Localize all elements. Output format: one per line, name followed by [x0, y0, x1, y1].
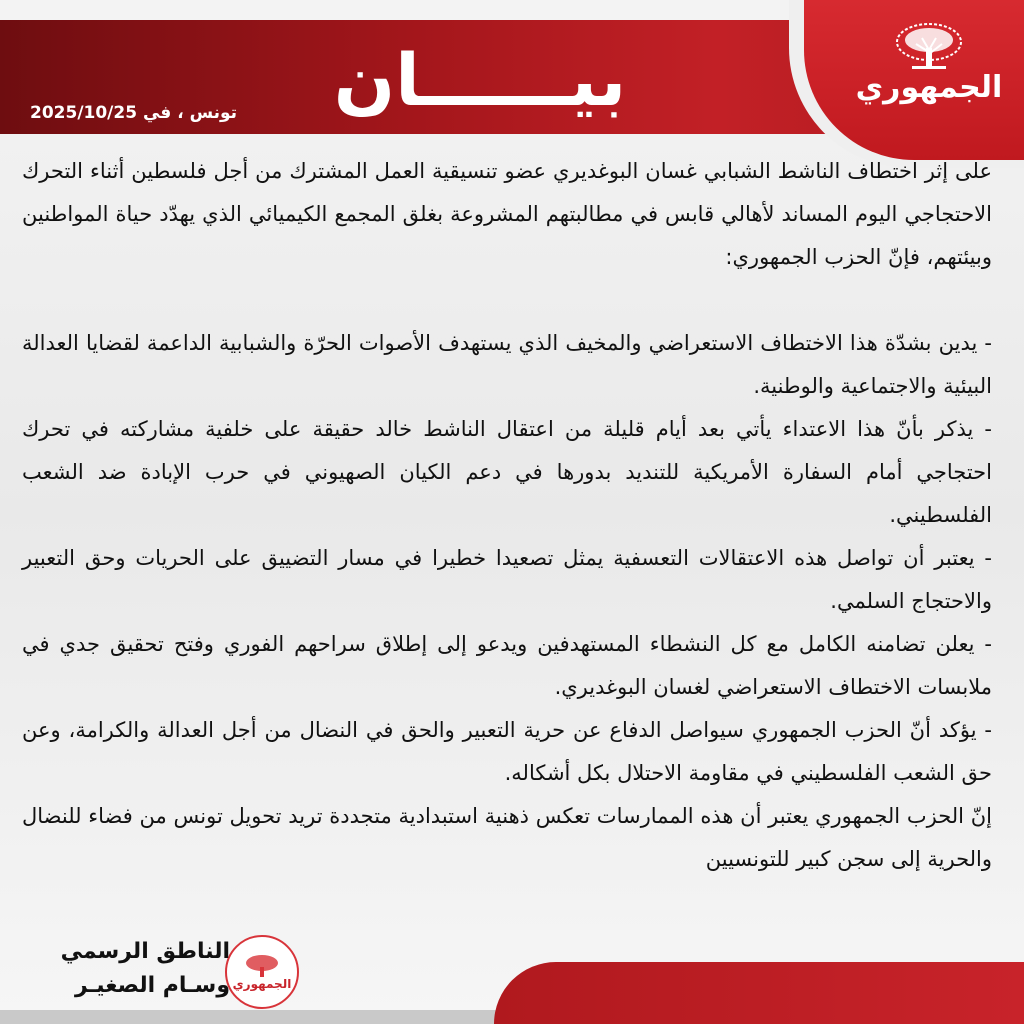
signature-block — [50, 935, 230, 1005]
footer-red-bar — [494, 962, 1024, 1024]
statement-point: - يعتبر أن تواصل هذه الاعتقالات التعسفية يمثل تصعيدا خطيرا في مسار التضييق على الحريات وحق التعبير والاحتجاج السلمي. — [22, 546, 992, 613]
tree-icon — [894, 22, 964, 72]
statement-point: - يؤكد أنّ الحزب الجمهوري سيواصل الدفاع عن حرية التعبير والحق في النضال من أجل العدالة والكرامة، وعن حق الشعب الفلسطيني في مقاومة الاحتلال بكل أشكاله. — [22, 718, 992, 785]
footer-gray-bar — [0, 1010, 560, 1024]
signature-name: وسـام الصغيـر — [75, 973, 230, 998]
statement-date: تونس ، في 2025/10/25 — [30, 103, 238, 123]
stamp-text: الجمهوري — [232, 977, 292, 991]
statement-point: - يدين بشدّة هذا الاختطاف الاستعراضي والمخيف الذي يستهدف الأصوات الحرّة والشبابية الداعمة لقضايا العدالة البيئية والاجتماعية والوطنية. — [22, 331, 992, 398]
tree-icon — [242, 953, 282, 979]
statement-body — [22, 150, 992, 910]
closing-paragraph: إنّ الحزب الجمهوري يعتبر أن هذه الممارسات تعكس ذهنية استبدادية متجددة تريد تحويل تونس من فضاء للنضال والحرية إلى سجن كبير للتونسيين — [22, 804, 992, 871]
intro-paragraph: على إثر اختطاف الناشط الشبابي غسان البوغديري عضو تنسيقية العمل المشترك من أجل فلسطين أثناء التحرك الاحتجاجي اليوم المساند لأهالي قابس في مطالبتهم المشروعة بغلق المجمع الكيميائي الذي يهدّد حياة المواطنين وبيئتهم، فإنّ الحزب الجمهوري: — [22, 159, 992, 269]
paragraph-spacer — [22, 279, 992, 322]
logo-text: الجمهوري — [855, 70, 1003, 105]
statement-point: - يعلن تضامنه الكامل مع كل النشطاء المستهدفين ويدعو إلى إطلاق سراحهم الفوري وفتح تحقيق جدي في ملابسات الاختطاف الاستعراضي لغسان البوغديري. — [22, 632, 992, 699]
party-stamp — [225, 935, 299, 1009]
statement-point: - يذكر بأنّ هذا الاعتداء يأتي بعد أيام قليلة من اعتقال الناشط خالد حقيقة على خلفية مشاركته في تحرك احتجاجي أمام السفارة الأمريكية للتنديد بدورها في دعم الكيان الصهيوني في حرب الإبادة ضد الشعب الفلسطيني. — [22, 417, 992, 527]
party-logo — [855, 22, 1003, 122]
signature-role: الناطق الرسمي — [60, 939, 230, 964]
page-title: بيــــــان — [333, 38, 627, 122]
